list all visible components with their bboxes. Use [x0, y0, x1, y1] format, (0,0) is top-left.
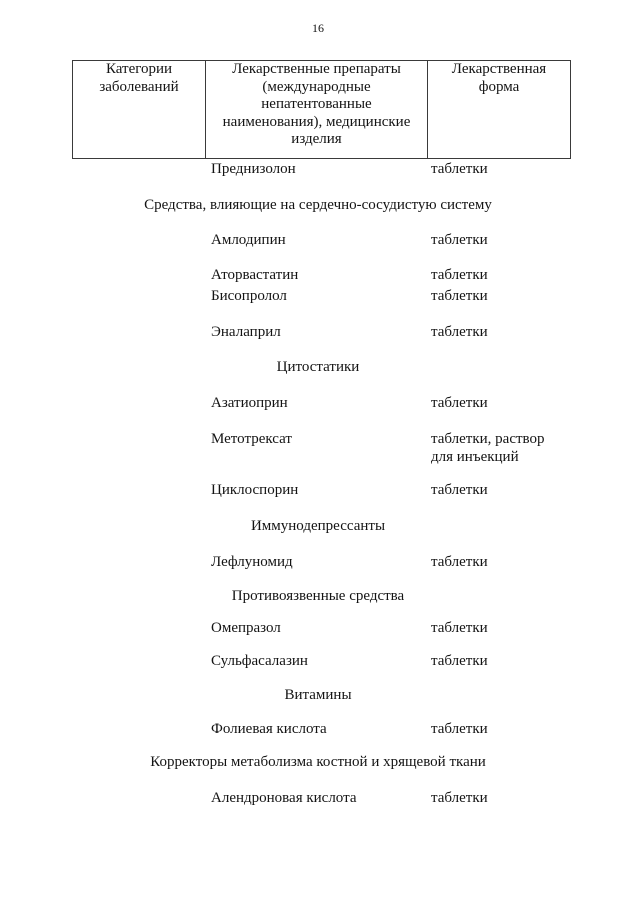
header-text-line: наименования), медицинские [222, 113, 411, 130]
drug-row [0, 323, 640, 341]
drug-name: Бисопролол [211, 288, 287, 304]
dosage-form: таблетки [431, 395, 488, 411]
table-header [72, 60, 571, 159]
drug-name: Алендроновая кислота [211, 790, 357, 806]
dosage-form: таблетки [431, 482, 488, 498]
drug-name: Аторвастатин [211, 267, 299, 283]
drug-name: Фолиевая кислота [211, 721, 327, 737]
drug-row [0, 720, 640, 738]
dosage-form: таблетки [431, 324, 488, 340]
drug-row [0, 231, 640, 249]
drug-row [0, 394, 640, 412]
header-text-line: изделия [291, 131, 342, 147]
header-text-line: непатентованные [261, 96, 372, 112]
drug-name: Сульфасалазин [211, 653, 308, 669]
dosage-form: таблетки [431, 232, 488, 248]
drug-row [0, 287, 640, 305]
section-title: Противоязвенные средства [231, 588, 405, 604]
drug-name: Омепразол [211, 620, 281, 636]
header-text-line: заболеваний [99, 78, 179, 95]
section-title: Корректоры метаболизма костной и хрящевой ткани [150, 754, 486, 770]
drug-name: Циклоспорин [211, 482, 299, 498]
drug-name: Азатиоприн [211, 395, 288, 411]
header-cell-medicines [206, 61, 428, 158]
section-title: Цитостатики [276, 359, 360, 375]
drug-row [0, 481, 640, 499]
drug-name: Амлодипин [211, 232, 286, 248]
dosage-form: таблетки [431, 653, 488, 669]
dosage-form: таблетки [431, 620, 488, 636]
dosage-form: таблетки [431, 721, 488, 737]
page-number: 16 [312, 21, 324, 35]
drug-name: Эналаприл [211, 324, 281, 340]
drug-row [0, 619, 640, 637]
dosage-form-line: таблетки, раствор [431, 431, 545, 447]
header-cell-categories [73, 61, 206, 158]
drug-row [0, 266, 640, 284]
dosage-form: таблетки [431, 790, 488, 806]
dosage-form: таблетки [431, 267, 488, 283]
section-title: Витамины [284, 687, 352, 703]
drug-row [0, 430, 640, 466]
section-title: Средства, влияющие на сердечно-сосудистую систему [144, 197, 492, 213]
dosage-form: таблетки [431, 554, 488, 570]
header-text-line: форма [478, 78, 520, 95]
drug-name: Лефлуномид [211, 554, 293, 570]
dosage-form: таблетки [431, 161, 488, 177]
header-cell-dosage-form [428, 61, 570, 158]
drug-row [0, 789, 640, 807]
dosage-form [431, 430, 545, 466]
drug-name: Метотрексат [211, 431, 292, 447]
dosage-form: таблетки [431, 288, 488, 304]
header-text-line: (международные [262, 78, 371, 95]
drug-name: Преднизолон [211, 161, 296, 177]
header-text-line: Лекарственные препараты [232, 61, 401, 77]
drug-row [0, 160, 640, 178]
section-title: Иммунодепрессанты [250, 518, 386, 534]
dosage-form-line: для инъекций [431, 449, 519, 465]
drug-row [0, 553, 640, 571]
drug-row [0, 652, 640, 670]
header-text-line: Категории [105, 61, 173, 77]
header-text-line: Лекарственная [451, 61, 547, 77]
